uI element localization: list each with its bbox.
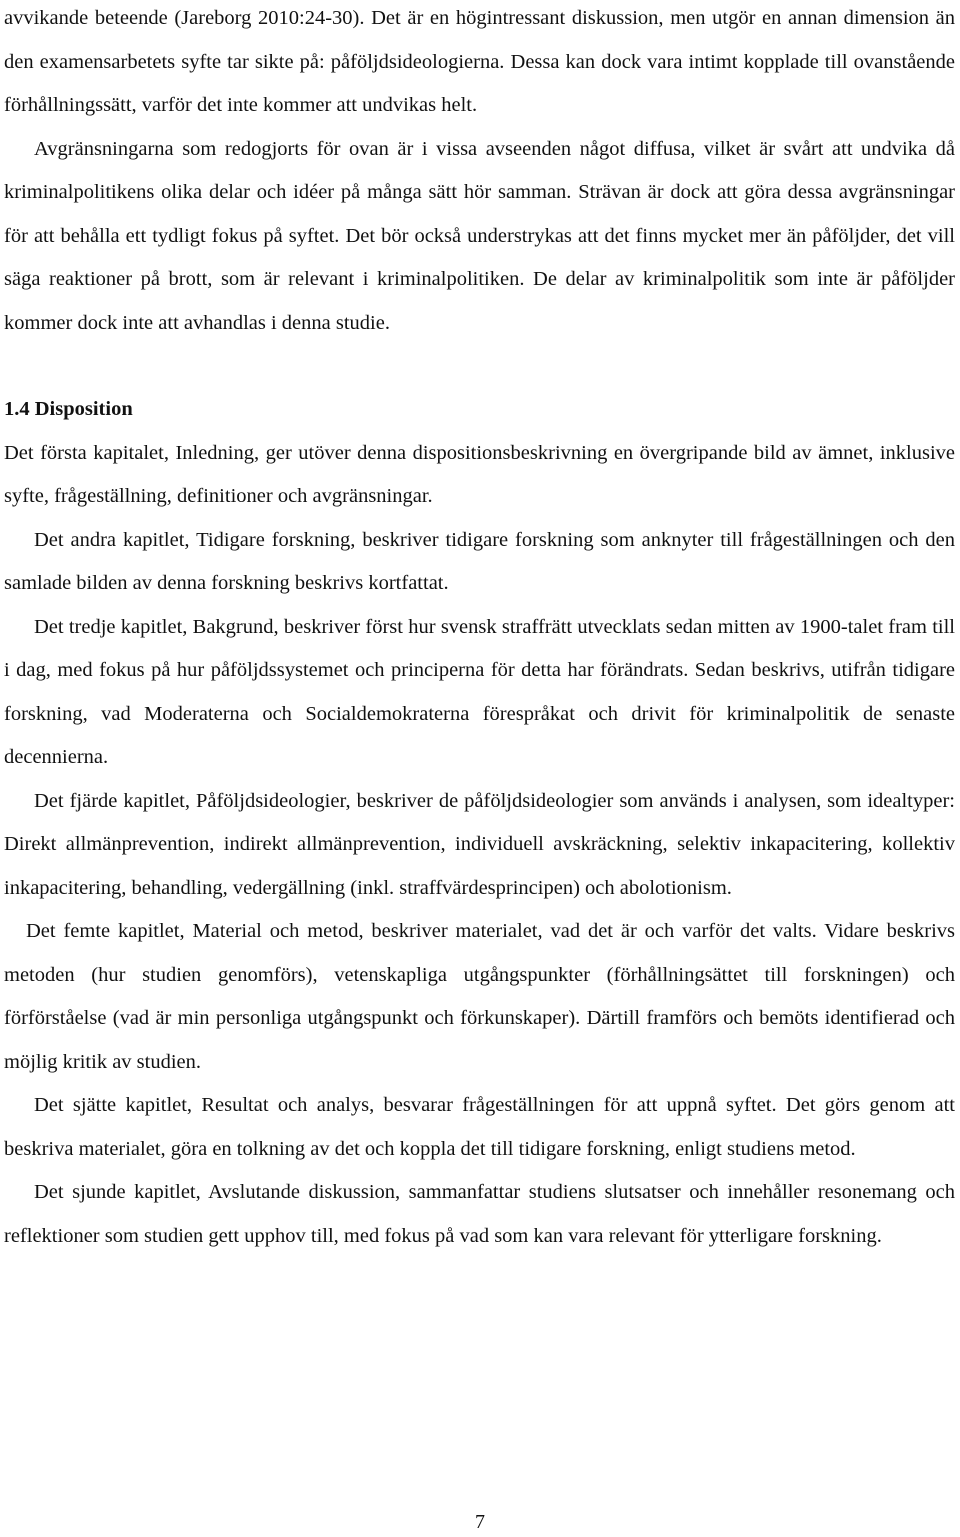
disposition-paragraph-4: Det fjärde kapitlet, Påföljdsideologier, beskriver de påföljdsideologier som används i analysen, som idealtyper: Direkt allmänprevention, indirekt allmänprevention, individuell avskräckning, selektiv inkapacitering, kollektiv inkapacitering, behandling, vedergällning (inkl. straffvärdesprincipen) och abolotionism. (4, 789, 955, 899)
section-spacer (4, 345, 955, 388)
intro-paragraph-1: avvikande beteende (Jareborg 2010:24-30). Det är en högintressant diskussion, men utgör en annan dimension än den examensarbetets syfte tar sikte på: påföljdsideologierna. Dessa kan dock vara intimt kopplade till ovanstående förhållningssätt, varför det inte kommer att undvikas helt. (4, 7, 955, 116)
disposition-paragraph-1: Det första kapitalet, Inledning, ger utöver denna dispositionsbeskrivning en övergripande bild av ämnet, inklusive syfte, frågeställning, definitioner och avgränsningar. (4, 441, 955, 507)
page-number: 7 (475, 1511, 485, 1533)
intro-paragraph-2: Avgränsningarna som redogjorts för ovan är i vissa avseenden något diffusa, vilket är svårt att undvika då kriminalpolitikens olika delar och idéer på många sätt hör samman. Strävan är dock att göra dessa avgränsningar för att behålla ett tydligt fokus på syftet. Det bör också understrykas att det finns mycket mer än påföljder, det vill säga reaktioner på brott, som är relevant i kriminalpolitiken. De delar av kriminalpolitik som inte är påföljder kommer dock inte att avhandlas i denna studie. (4, 137, 955, 334)
disposition-paragraph-5: Det femte kapitlet, Material och metod, beskriver materialet, vad det är och varför det valts. Vidare beskrivs metoden (hur studien genomförs), vetenskapliga utgångspunkter (förhållningsättet till forskningen) och förförståelse (vad är min personliga utgångspunkt och förkunskaper). Därtill framförs och bemöts identifierad och möjlig kritik av studien. (4, 920, 955, 1073)
disposition-paragraph-2: Det andra kapitlet, Tidigare forskning, beskriver tidigare forskning som anknyter till frågeställningen och den samlade bilden av denna forskning beskrivs kortfattat. (4, 528, 955, 594)
disposition-paragraph-3: Det tredje kapitlet, Bakgrund, beskriver först hur svensk straffrätt utvecklats sedan mitten av 1900-talet fram till i dag, med fokus på hur påföljdssystemet och principerna för detta har förändrats. Sedan beskrivs, utifrån tidigare forskning, vad Moderaterna och Socialdemokraterna förespråkat och drivit för kriminalpolitik de senaste decennierna. (4, 615, 955, 768)
document-page (4, 0, 955, 1258)
section-heading: 1.4 Disposition (4, 398, 133, 420)
disposition-paragraph-6: Det sjätte kapitlet, Resultat och analys, besvarar frågeställningen för att uppnå syftet. Det görs genom att beskriva materialet, göra en tolkning av det och koppla det till tidigare forskning, enligt studiens metod. (4, 1094, 955, 1160)
disposition-paragraph-7: Det sjunde kapitlet, Avslutande diskussion, sammanfattar studiens slutsatser och innehåller resonemang och reflektioner som studien gett upphov till, med fokus på vad som kan vara relevant för ytterligare forskning. (4, 1181, 955, 1247)
